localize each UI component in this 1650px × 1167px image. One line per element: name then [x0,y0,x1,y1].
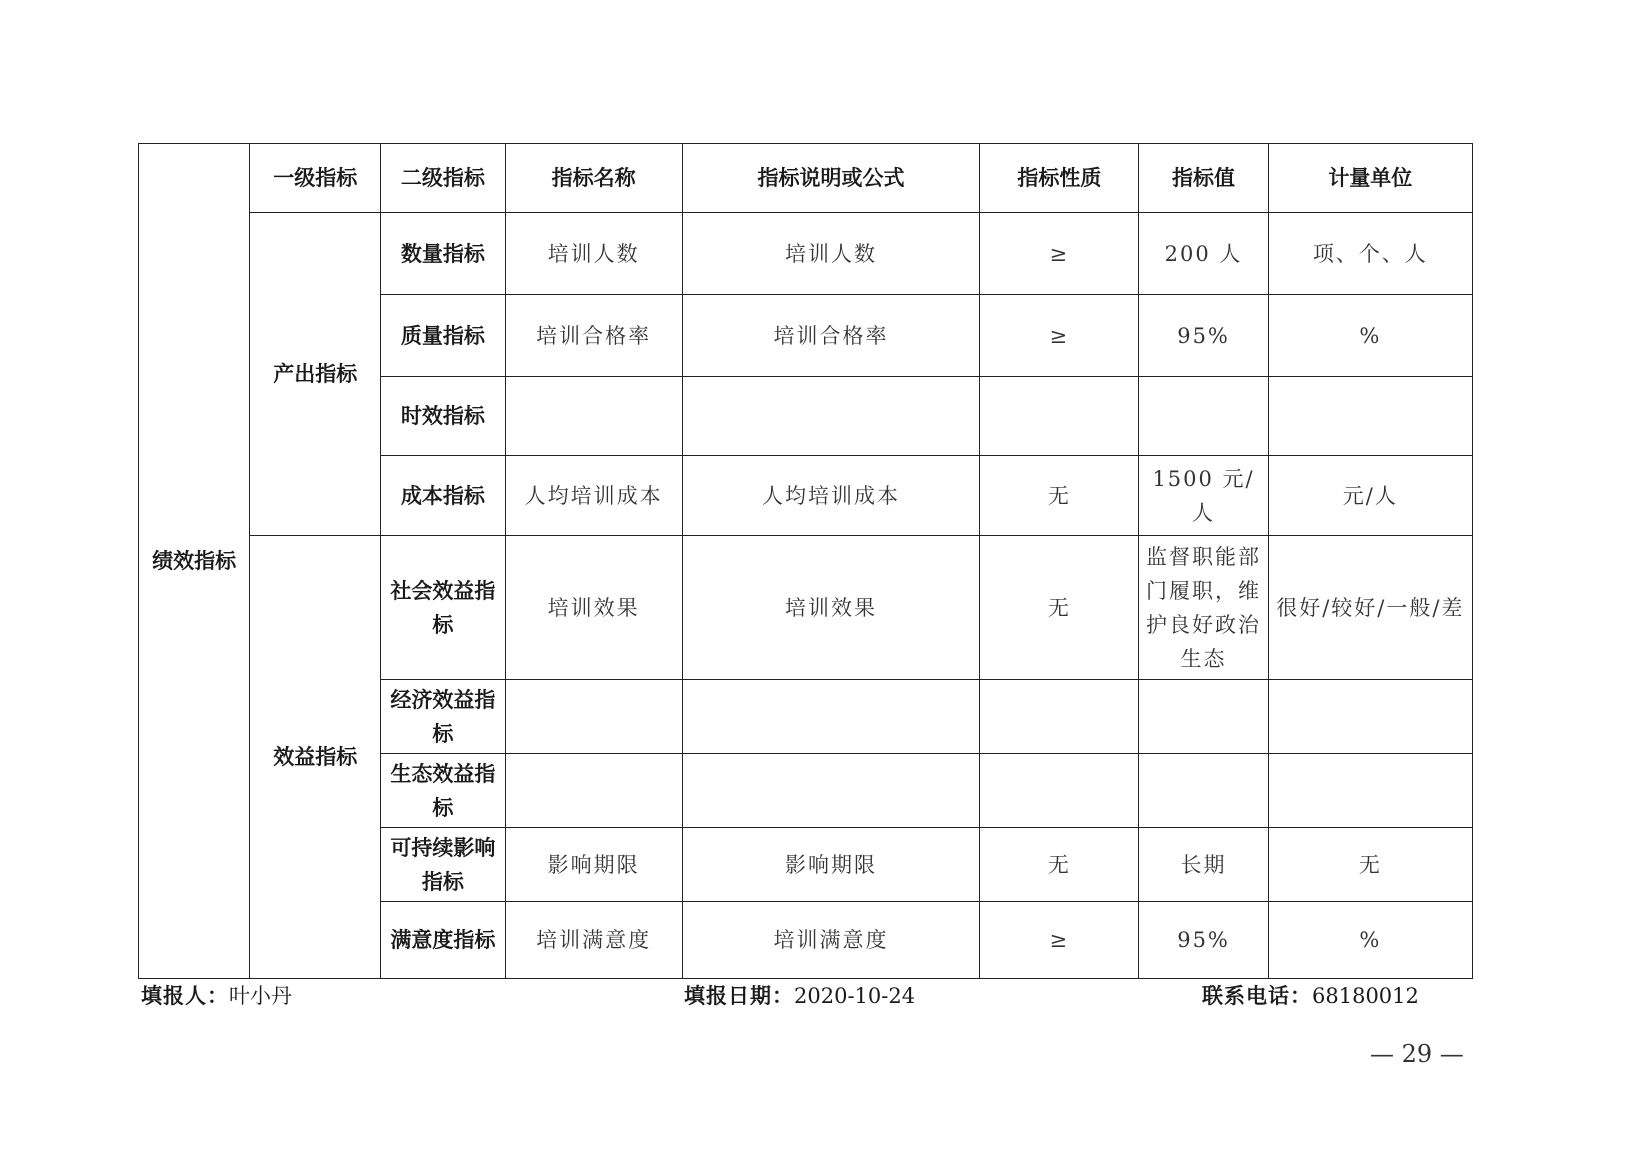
indicator-value-cell: 长期 [1139,828,1268,902]
indicator-desc-cell: 培训效果 [682,536,979,680]
level2-cell: 时效指标 [381,377,505,456]
header-level1: 一级指标 [250,144,381,213]
reporter-field [141,980,292,1010]
indicator-desc-cell: 影响期限 [682,828,979,902]
indicator-desc-cell: 培训人数 [682,213,979,295]
page-number: — 29 — [1370,1040,1464,1068]
level2-cell: 数量指标 [381,213,505,295]
indicator-unit-cell [1268,377,1472,456]
indicator-desc-cell [682,680,979,754]
indicator-desc-cell [682,754,979,828]
group-label-cell: 绩效指标 [139,144,250,979]
indicator-name-cell: 影响期限 [505,828,682,902]
level2-cell: 质量指标 [381,295,505,377]
indicator-desc-cell: 人均培训成本 [682,456,979,536]
report-date-field [684,980,915,1010]
indicator-nature-cell: 无 [980,536,1139,680]
level2-cell: 成本指标 [381,456,505,536]
indicator-name-cell: 培训人数 [505,213,682,295]
header-level2: 二级指标 [381,144,505,213]
level2-cell: 社会效益指标 [381,536,505,680]
reporter-value: 叶小丹 [229,984,292,1008]
indicator-unit-cell: 很好/较好/一般/差 [1268,536,1472,680]
indicator-value-cell [1139,754,1268,828]
indicator-name-cell [505,377,682,456]
indicator-nature-cell: ≥ [980,295,1139,377]
header-description: 指标说明或公式 [682,144,979,213]
level2-cell: 满意度指标 [381,902,505,979]
indicator-nature-cell: ≥ [980,902,1139,979]
header-row [139,144,1473,213]
reporter-label: 填报人： [141,984,229,1008]
indicator-unit-cell: 无 [1268,828,1472,902]
indicator-name-cell: 人均培训成本 [505,456,682,536]
indicator-value-cell: 1500 元/人 [1139,456,1268,536]
level1-benefit-cell: 效益指标 [250,536,381,979]
phone-field [1202,980,1419,1010]
header-unit: 计量单位 [1268,144,1472,213]
indicator-value-cell: 200 人 [1139,213,1268,295]
indicator-unit-cell [1268,754,1472,828]
phone-value: 68180012 [1312,984,1419,1008]
indicator-value-cell: 95% [1139,295,1268,377]
report-date-label: 填报日期： [684,984,794,1008]
indicator-desc-cell: 培训满意度 [682,902,979,979]
indicator-value-cell [1139,680,1268,754]
indicator-unit-cell: 项、个、人 [1268,213,1472,295]
indicator-desc-cell [682,377,979,456]
indicator-value-cell: 监督职能部门履职，维护良好政治生态 [1139,536,1268,680]
indicator-nature-cell [980,754,1139,828]
phone-label: 联系电话： [1202,984,1312,1008]
table-row [139,213,1473,295]
indicator-nature-cell: ≥ [980,213,1139,295]
indicator-unit-cell: % [1268,295,1472,377]
performance-indicator-table [138,143,1473,979]
indicator-value-cell: 95% [1139,902,1268,979]
level2-cell: 生态效益指标 [381,754,505,828]
indicator-unit-cell: % [1268,902,1472,979]
indicator-unit-cell: 元/人 [1268,456,1472,536]
indicator-desc-cell: 培训合格率 [682,295,979,377]
level2-cell: 经济效益指标 [381,680,505,754]
indicator-name-cell: 培训满意度 [505,902,682,979]
indicator-unit-cell [1268,680,1472,754]
header-value: 指标值 [1139,144,1268,213]
report-date-value: 2020-10-24 [794,984,916,1008]
indicator-name-cell [505,754,682,828]
indicator-name-cell: 培训合格率 [505,295,682,377]
header-nature: 指标性质 [980,144,1139,213]
indicator-nature-cell [980,377,1139,456]
indicator-nature-cell: 无 [980,456,1139,536]
indicator-name-cell: 培训效果 [505,536,682,680]
header-name: 指标名称 [505,144,682,213]
indicator-value-cell [1139,377,1268,456]
indicator-nature-cell: 无 [980,828,1139,902]
level1-output-cell: 产出指标 [250,213,381,536]
indicator-name-cell [505,680,682,754]
level2-cell: 可持续影响指标 [381,828,505,902]
indicator-nature-cell [980,680,1139,754]
table-row [139,536,1473,680]
